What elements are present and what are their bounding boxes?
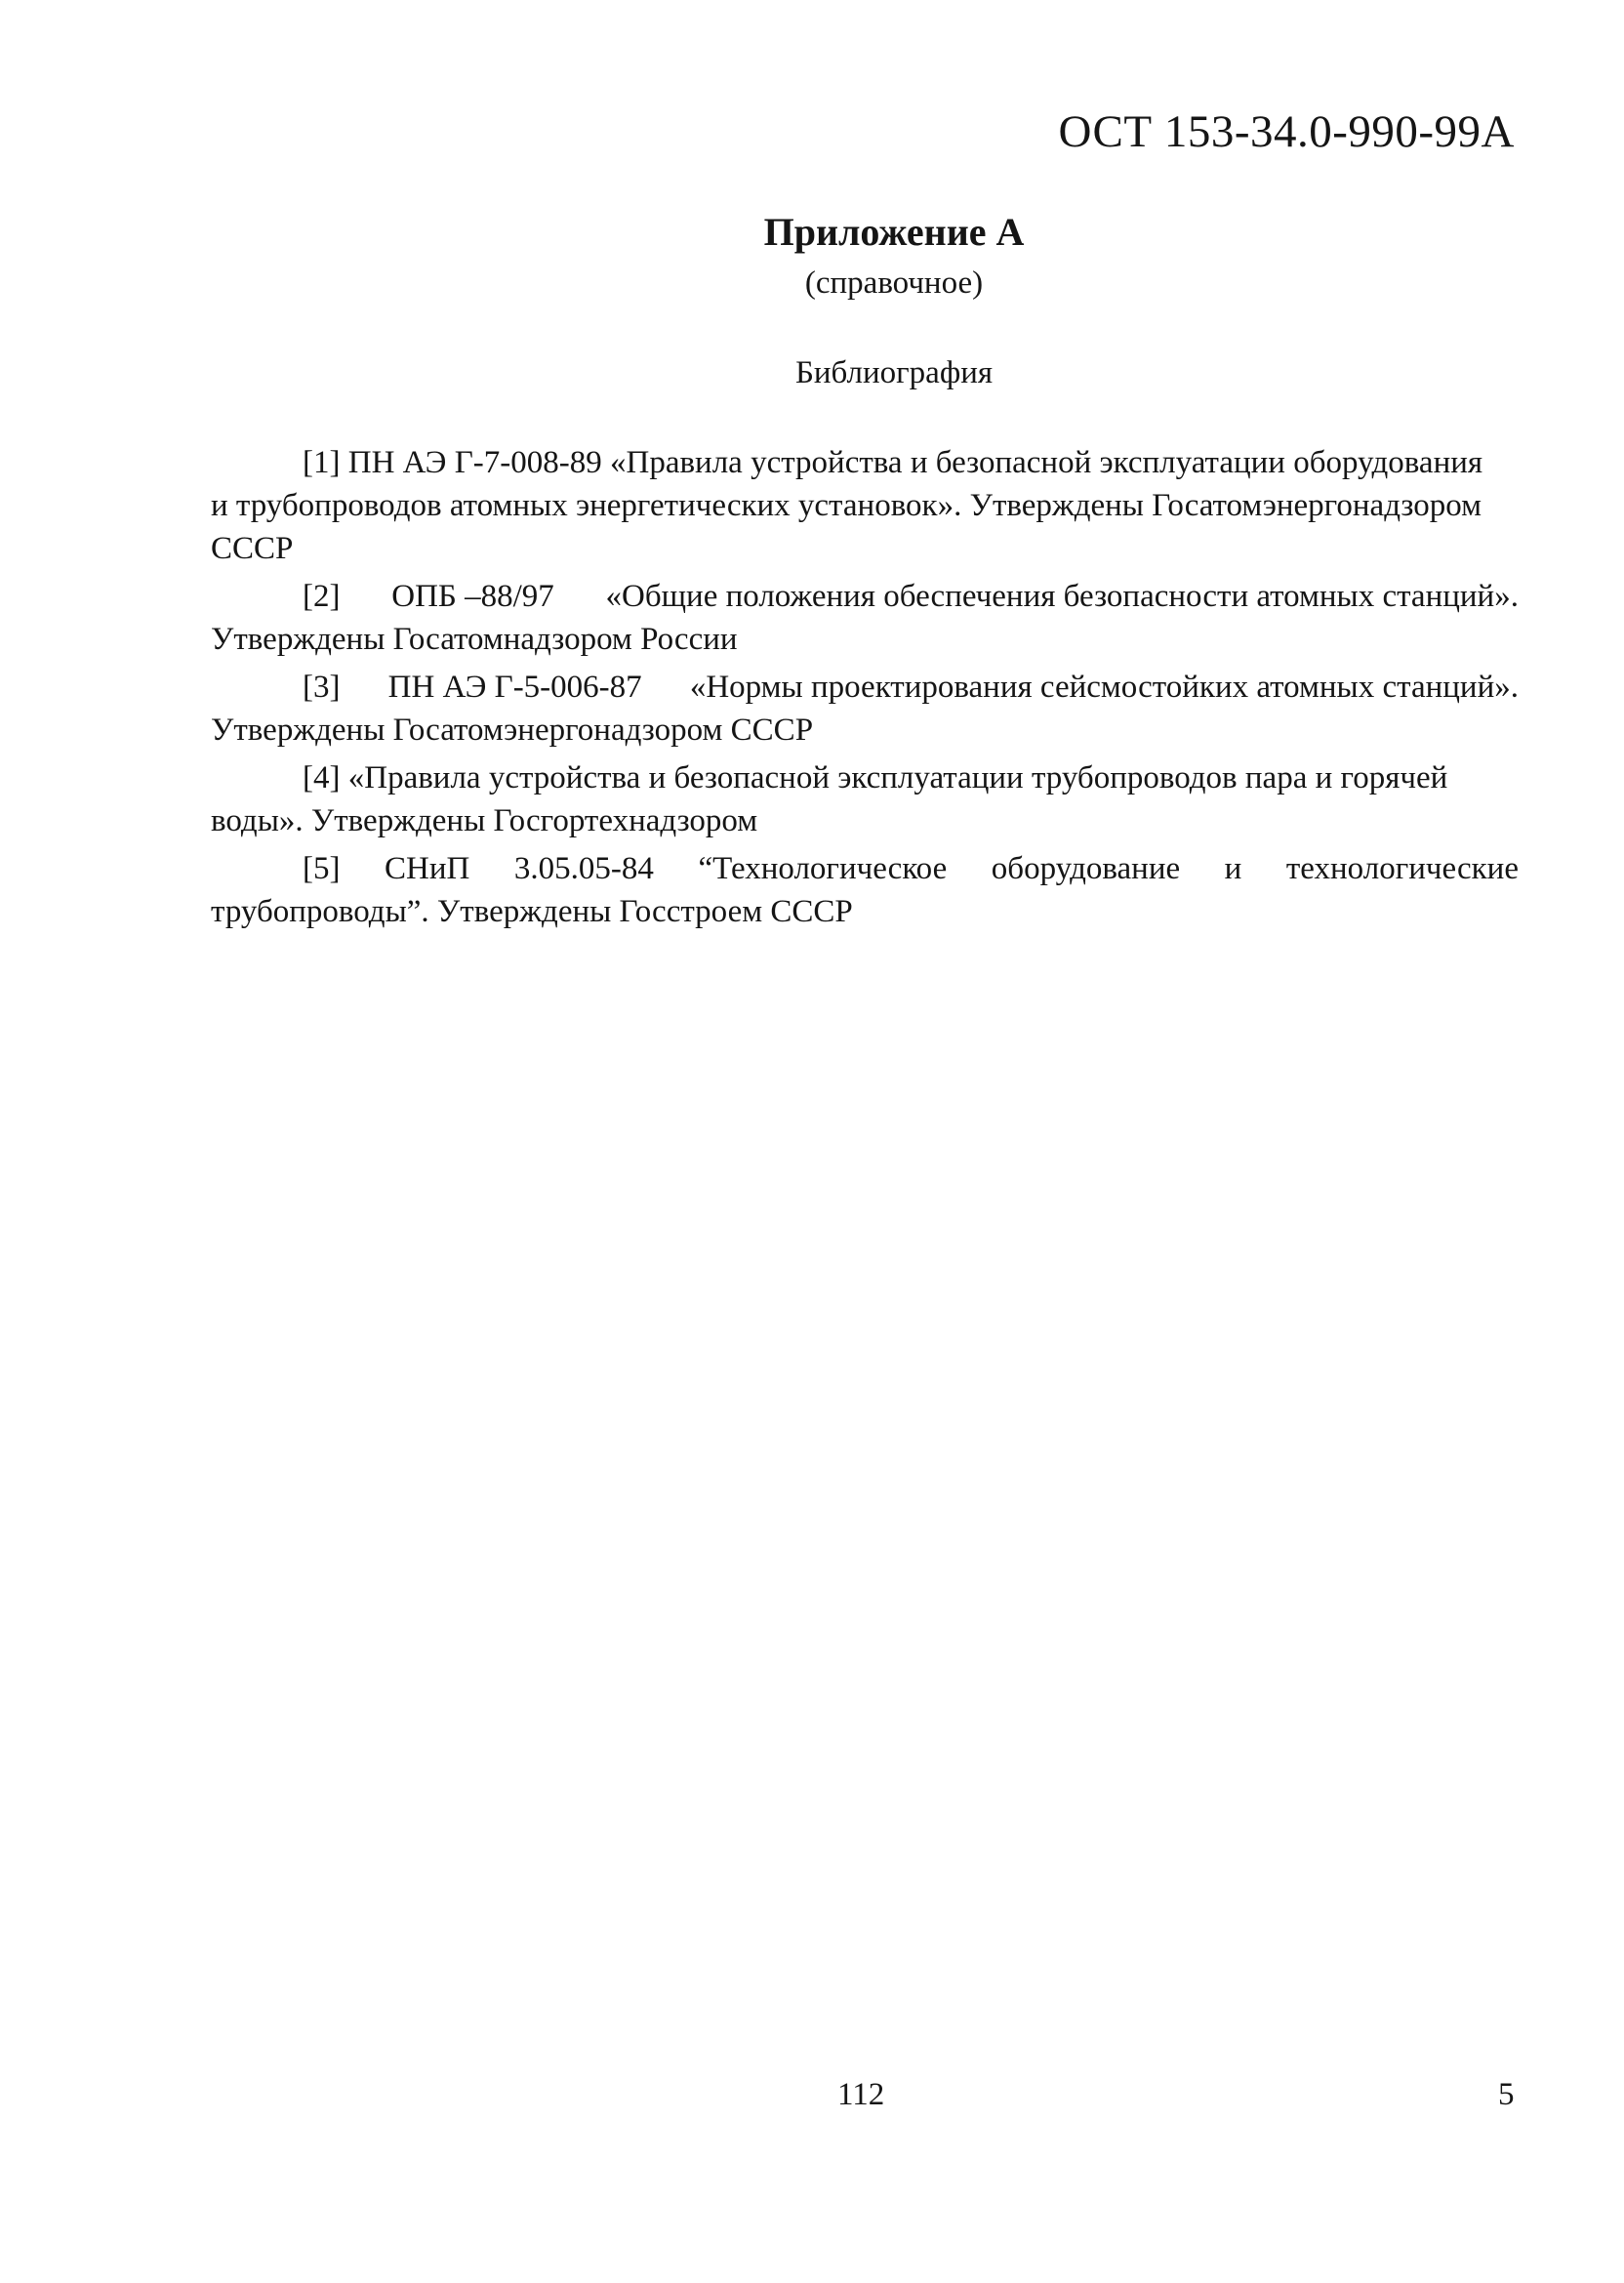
appendix-subtitle: (справочное) — [804, 265, 984, 301]
entry-first-line — [211, 666, 1519, 709]
entry-text: ПН АЭ Г-7-008-89 «Правила устройства и безопасной эксплуатации оборудования — [347, 445, 1483, 480]
entry-text: ОПБ –88/97 — [391, 579, 554, 614]
entry-text: СССР — [211, 531, 294, 566]
entry-first-line — [211, 756, 1519, 799]
entry-text: трубопроводы”. Утверждены Госстроем СССР — [211, 894, 853, 929]
entry-text: 3.05.05-84 — [513, 851, 654, 886]
entry-text: Утверждены Госатомнадзором России — [211, 622, 738, 657]
entry-number: [3] — [303, 670, 341, 705]
entry-text: и трубопроводов атомных энергетических установок». Утверждены Госатомэнергонадзором — [211, 488, 1482, 523]
sheet-number: 5 — [1498, 2077, 1515, 2112]
entry-first-line — [211, 575, 1519, 618]
bibliography-entry-3 — [211, 666, 1519, 752]
entry-number: [5] — [303, 851, 341, 886]
entry-text: «Правила устройства и безопасной эксплуатации трубопроводов пара и горячей — [347, 760, 1448, 795]
bibliography-entry-2 — [211, 575, 1519, 661]
entry-text: Утверждены Госатомэнергонадзором СССР — [211, 713, 814, 748]
entry-number: [4] — [303, 760, 341, 795]
entry-text: оборудование — [991, 851, 1181, 886]
entry-number: [1] — [303, 445, 341, 480]
appendix-title: Приложение А — [763, 210, 1025, 254]
bibliography-heading: Библиография — [794, 355, 994, 390]
entry-number: [2] — [303, 579, 341, 614]
bibliography-list — [211, 441, 1519, 938]
bibliography-entry-1 — [211, 441, 1519, 570]
document-code: ОСТ 153-34.0-990-99А — [1058, 106, 1515, 157]
entry-text: технологические — [1285, 851, 1519, 886]
bibliography-entry-5 — [211, 847, 1519, 933]
entry-text: и — [1224, 851, 1242, 886]
entry-text: СНиП — [385, 851, 470, 886]
page-number: 112 — [837, 2077, 885, 2112]
entry-text: «Общие положения обеспечения безопасности атомных станций». — [605, 579, 1519, 614]
entry-text: “Технологическое — [698, 851, 948, 886]
bibliography-entry-4 — [211, 756, 1519, 842]
entry-first-line — [211, 847, 1519, 890]
entry-text: ПН АЭ Г-5-006-87 — [387, 670, 642, 705]
entry-first-line — [211, 441, 1519, 484]
entry-text: «Нормы проектирования сейсмостойких атомных станций». — [689, 670, 1519, 705]
entry-text: воды». Утверждены Госгортехнадзором — [211, 803, 758, 838]
